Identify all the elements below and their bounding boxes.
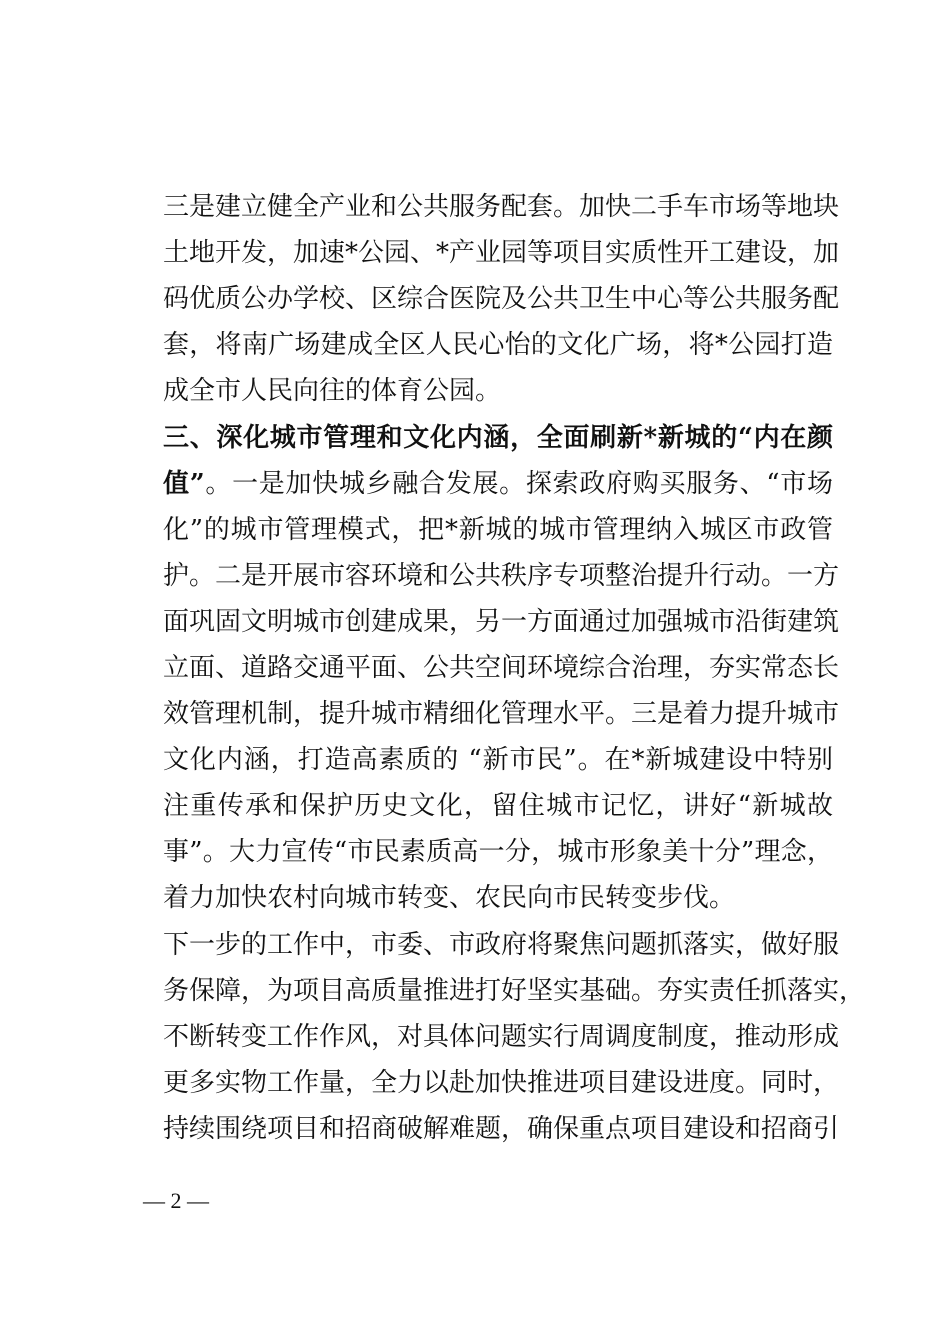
text-line: 立面、道路交通平面、公共空间环境综合治理，夯实常态长	[163, 653, 840, 683]
text-line: 更多实物工作量，全力以赴加快推进项目建设进度。同时，	[163, 1068, 840, 1098]
text-line: 注重传承和保护历史文化，留住城市记忆，讲好“新城故	[163, 791, 833, 821]
text-line: 务保障，为项目高质量推进打好坚实基础。夯实责任抓落实，	[163, 976, 866, 1006]
text-line: 三是建立健全产业和公共服务配套。加快二手车市场等地块	[163, 192, 840, 222]
text-line: 事”。大力宣传“市民素质高一分，城市形象美十分”理念，	[163, 837, 833, 867]
text-line: 下一步的工作中，市委、市政府将聚焦问题抓落实，做好服	[163, 930, 840, 960]
text-line: 化”的城市管理模式，把*新城的城市管理纳入城区市政管	[163, 515, 833, 545]
text-line: 套，将南广场建成全区人民心怡的文化广场，将*公园打造	[163, 330, 833, 360]
text-line	[163, 461, 833, 507]
text-line: 成全市人民向往的体育公园。	[163, 376, 502, 406]
text-line: 效管理机制，提升城市精细化管理水平。三是着力提升城市	[163, 699, 840, 729]
text-line: 持续围绕项目和招商破解难题，确保重点项目建设和招商引	[163, 1114, 840, 1144]
text-line: 着力加快农村向城市转变、农民向市民转变步伐。	[163, 883, 736, 913]
text-line-rest: 。一是加快城乡融合发展。探索政府购买服务、“市场	[204, 469, 833, 499]
page-number: — 2 —	[143, 1188, 209, 1213]
section-heading-tail: 值”	[163, 469, 205, 499]
text-line: 码优质公办学校、区综合医院及公共卫生中心等公共服务配	[163, 284, 840, 314]
section-heading-line: 三、深化城市管理和文化内涵，全面刷新*新城的“内在颜	[163, 423, 833, 453]
text-line: 文化内涵，打造高素质的 “新市民”。在*新城建设中特别	[163, 745, 833, 775]
text-line: 不断转变工作作风，对具体问题实行周调度制度，推动形成	[163, 1022, 840, 1052]
text-line: 护。二是开展市容环境和公共秩序专项整治提升行动。一方	[163, 561, 840, 591]
text-line: 面巩固文明城市创建成果，另一方面通过加强城市沿街建筑	[163, 607, 840, 637]
text-line: 土地开发，加速*公园、*产业园等项目实质性开工建设，加	[163, 238, 840, 268]
